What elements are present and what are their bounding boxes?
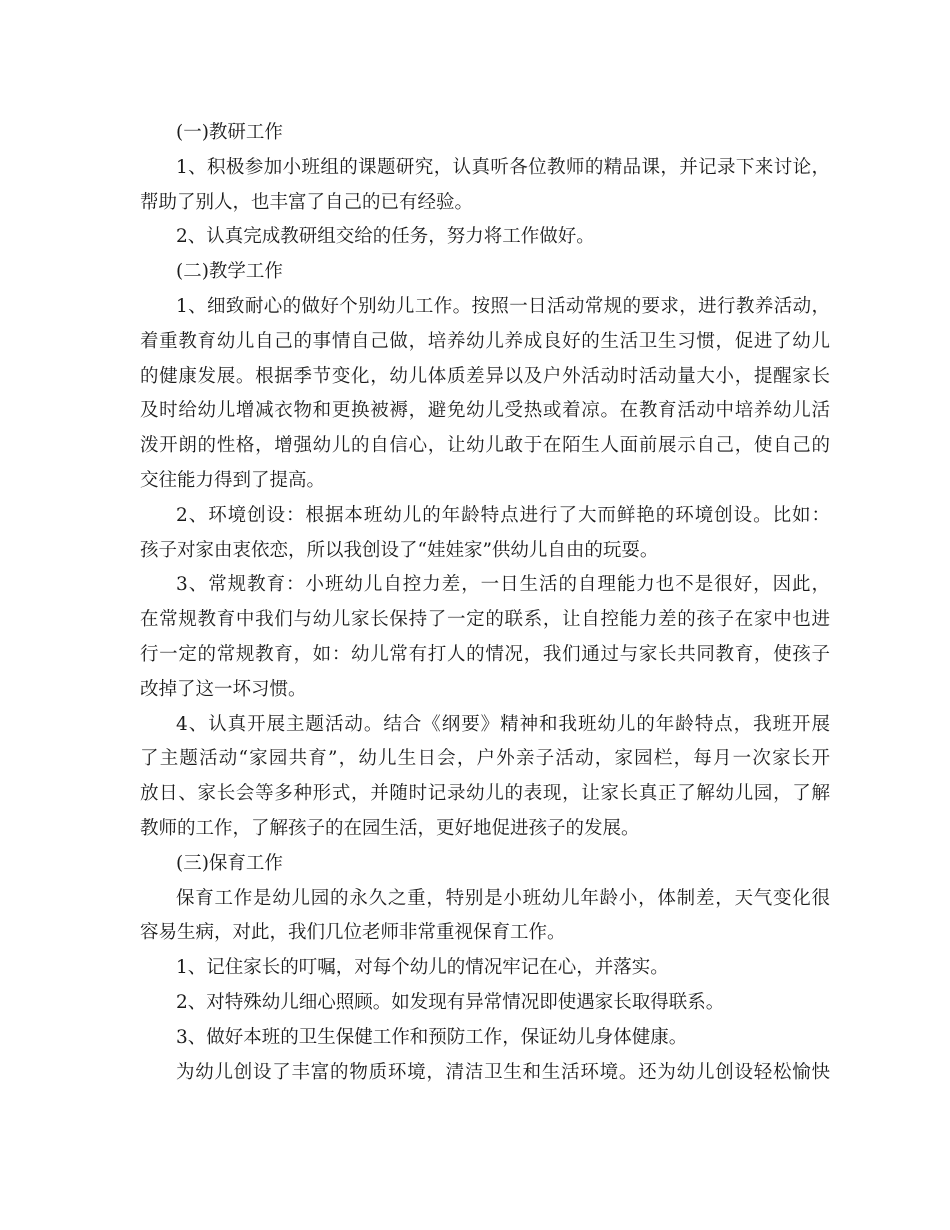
- paragraph-line: 2、环境创设：根据本班幼儿的年龄特点进行了大而鲜艳的环境创设。比如：: [176, 504, 830, 526]
- paragraph-line: (三)保育工作: [176, 852, 283, 874]
- paragraph-line: 3、做好本班的卫生保健工作和预防工作，保证幼儿身体健康。: [176, 1026, 688, 1048]
- paragraph-line: 教师的工作，了解孩子的在园生活，更好地促进孩子的发展。: [140, 817, 640, 839]
- paragraph-line: 了主题活动“家园共育”，幼儿生日会，户外亲子活动，家园栏，每月一次家长开: [140, 748, 830, 770]
- paragraph-line: 帮助了别人，也丰富了自己的已有经验。: [140, 191, 474, 213]
- paragraph-line: 交往能力得到了提高。: [140, 469, 326, 491]
- paragraph-line: 1、细致耐心的做好个别幼儿工作。按照一日活动常规的要求，进行教养活动，: [176, 295, 830, 317]
- paragraph-line: 的健康发展。根据季节变化，幼儿体质差异以及户外活动时活动量大小，提醒家长: [140, 365, 830, 387]
- paragraph-line: 1、积极参加小班组的课题研究，认真听各位教师的精品课，并记录下来讨论，: [176, 156, 830, 178]
- paragraph-line: 3、常规教育：小班幼儿自控力差，一日生活的自理能力也不是很好，因此，: [176, 574, 830, 596]
- paragraph-line: (二)教学工作: [176, 261, 283, 283]
- paragraph-line: (一)教研工作: [176, 122, 283, 143]
- paragraph-line: 泼开朗的性格，增强幼儿的自信心，让幼儿敢于在陌生人面前展示自己，使自己的: [140, 435, 830, 457]
- paragraph-line: 及时给幼儿增减衣物和更换被褥，避免幼儿受热或着凉。在教育活动中培养幼儿活: [140, 400, 830, 422]
- document-body: [140, 116, 830, 1090]
- paragraph-line: 行一定的常规教育，如：幼儿常有打人的情况，我们通过与家长共同教育，使孩子: [140, 643, 830, 665]
- paragraph-line: 孩子对家由衷依恋，所以我创设了“娃娃家”供幼儿自由的玩耍。: [140, 539, 659, 561]
- paragraph-line: 改掉了这一坏习惯。: [140, 678, 307, 700]
- paragraph-line: 容易生病，对此，我们几位老师非常重视保育工作。: [140, 922, 566, 944]
- paragraph-line: 1、记住家长的叮嘱，对每个幼儿的情况牢记在心，并落实。: [176, 957, 669, 979]
- paragraph-line: 4、认真开展主题活动。结合《纲要》精神和我班幼儿的年龄特点，我班开展: [176, 713, 830, 735]
- paragraph-line: 保育工作是幼儿园的永久之重，特别是小班幼儿年龄小，体制差，天气变化很: [176, 887, 830, 909]
- paragraph-line: 为幼儿创设了丰富的物质环境，清洁卫生和生活环境。还为幼儿创设轻松愉快: [176, 1061, 830, 1083]
- paragraph-line: 放日、家长会等多种形式，并随时记录幼儿的表现，让家长真正了解幼儿园，了解: [140, 783, 830, 805]
- paragraph-line: 着重教育幼儿自己的事情自己做，培养幼儿养成良好的生活卫生习惯，促进了幼儿: [140, 330, 830, 352]
- paragraph-line: 2、对特殊幼儿细心照顾。如发现有异常情况即使遇家长取得联系。: [176, 991, 725, 1013]
- paragraph-line: 2、认真完成教研组交给的任务，努力将工作做好。: [176, 226, 595, 248]
- paragraph-line: 在常规教育中我们与幼儿家长保持了一定的联系，让自控能力差的孩子在家中也进: [140, 609, 830, 631]
